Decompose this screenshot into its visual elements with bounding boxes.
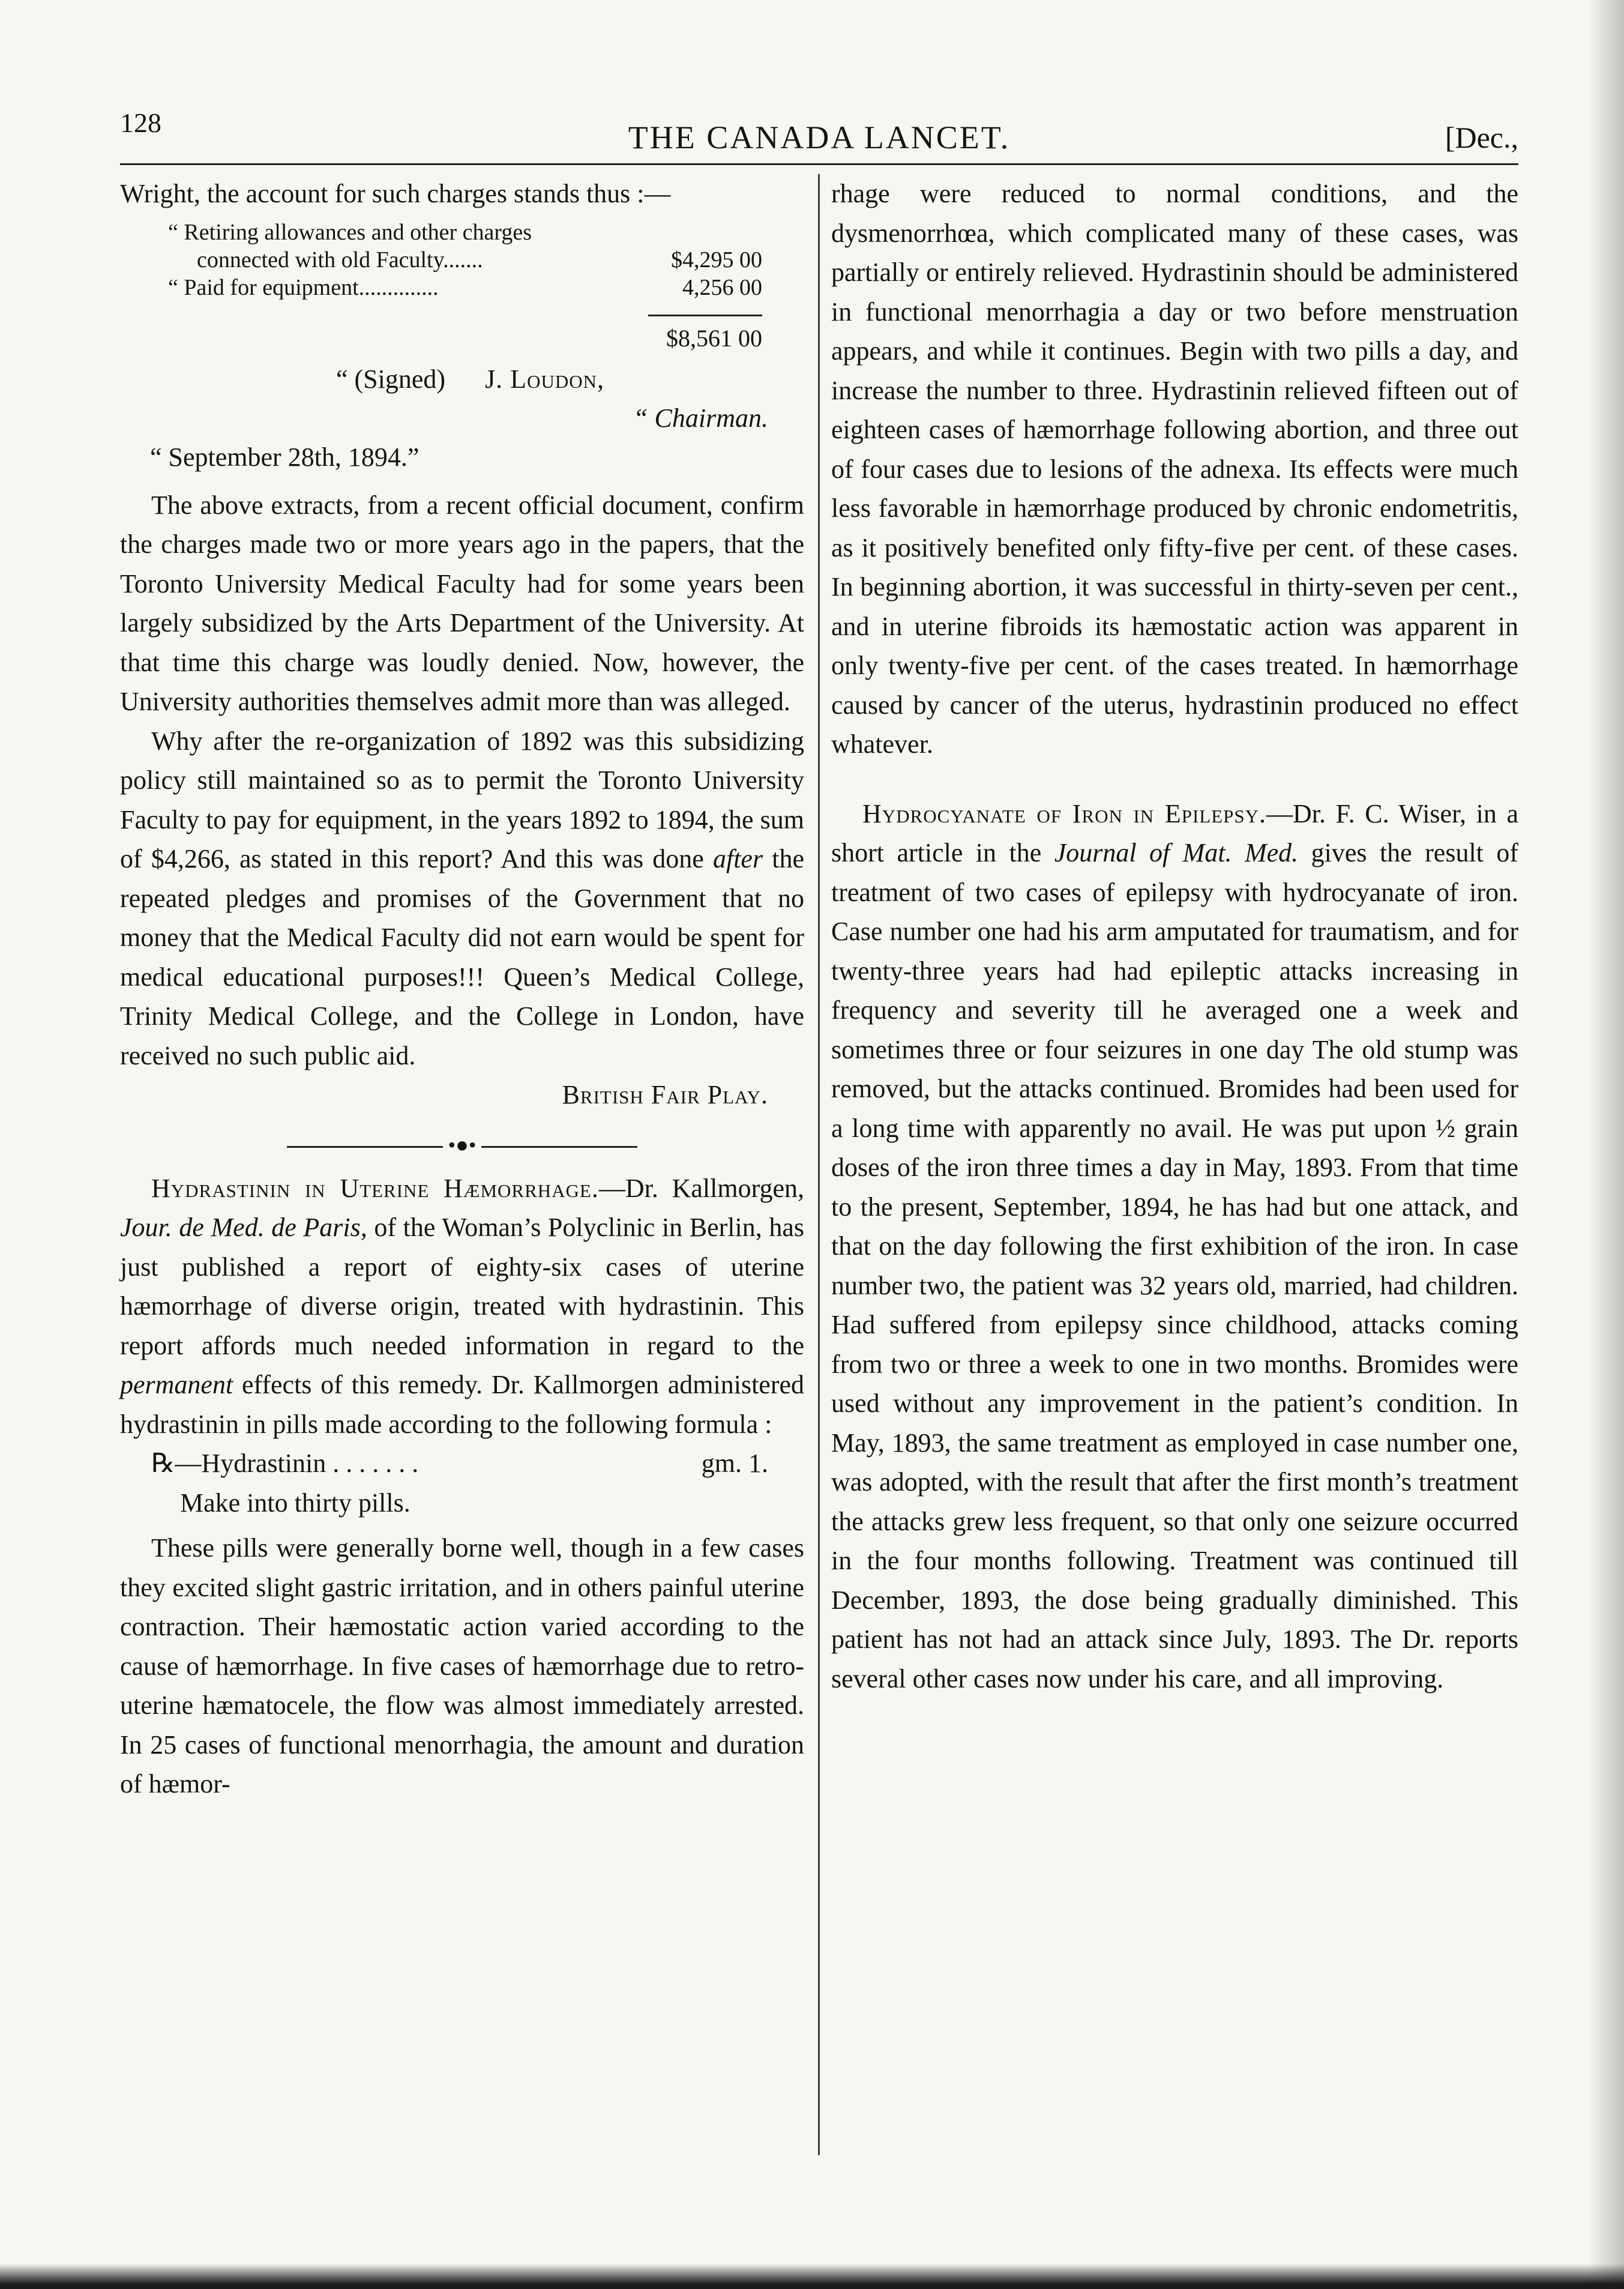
page-number: 128 <box>120 107 161 138</box>
paragraph-text: —Dr. F. C. Wiser, in a short article in the <box>831 798 1518 867</box>
emphasis-text: after <box>712 844 763 873</box>
issue-month: [Dec., <box>1445 121 1518 154</box>
dateline: “ September 28th, 1894.” <box>150 442 420 472</box>
total-rule <box>648 315 762 316</box>
account-line-amount: 4,256 00 <box>682 274 762 300</box>
emphasis-text: permanent <box>120 1370 233 1399</box>
paragraph-text: —Dr. Kallmorgen, <box>598 1173 804 1203</box>
account-line <box>120 274 804 301</box>
signoff: British Fair Play. <box>562 1080 768 1109</box>
section-divider-ornament: •●• <box>120 1133 804 1157</box>
paragraph: These pills were generally borne well, though in a few cases they excited slight gastric irritation, and in others painful uterine contraction. Their hæmostatic action varied according to the cause of hæmorrhage. In five cases of hæmorrhage due to retro-uterine hæmatocele, the flow was almost immediately arrested. In 25 cases of functional menorrhagia, the amount and duration of hæmor- <box>120 1533 804 1799</box>
running-header <box>120 107 1518 161</box>
paragraph-text: the repeated pledges and promises of the Government that no money that the Medical Faculty did not earn would be spent for medical educational purposes!!! Queen’s Medical College, Trinity Medical College, and the College in London, have received no such public aid. <box>120 844 805 1070</box>
signatory-name: J. Loudon, <box>485 364 604 394</box>
account-line-amount: $4,295 00 <box>671 247 762 273</box>
article-paragraph <box>120 1169 804 1444</box>
signed-label: “ (Signed) <box>336 364 446 394</box>
formula-dose: gm. 1. <box>701 1449 768 1478</box>
account-statement <box>120 219 804 352</box>
section-gap <box>831 764 1518 794</box>
account-total: $8,561 00 <box>666 324 762 352</box>
formula-instruction: Make into thirty pills. <box>180 1488 411 1518</box>
account-line-label: connected with old Faculty....... <box>197 247 483 273</box>
right-column <box>831 174 1518 1698</box>
paragraph: The above extracts, from a recent official document, confirm the charges made two or more years ago in the papers, that the Toronto University Medical Faculty had for some years been largely subsidized by the Arts Department of the University. At that time this charge was loudly denied. Now, however, the University authorities themselves admit more than was alleged. <box>120 490 804 716</box>
signatory-title: “ Chairman. <box>633 403 768 433</box>
account-line <box>120 219 804 246</box>
column-divider <box>818 174 820 2155</box>
paragraph: rhage were reduced to normal conditions, and the dysmenorrhœa, which complicated many of these cases, was partially or entirely relieved. Hydrastinin should be administered in functional menorrhagia a day or two before menstruation appears, and while it continues. Begin with two pills a day, and increase the number to three. Hydrastinin relieved fifteen out of eighteen cases of hæmorrhage following abortion, and three out of four cases due to lesions of the adnexa. Its effects were much less favorable in hæmorrhage produced by chronic endometritis, as it positively benefited only fifty-five per cent. of these cases. In beginning abortion, it was successful in thirty-seven per cent., and in uterine fibroids its hæmostatic action was apparent in only twenty-five per cent. of the cases treated. In hæmorrhage caused by cancer of the uterus, hydrastinin produced no effect whatever. <box>831 179 1518 759</box>
scan-bottom-shadow <box>0 2264 1624 2289</box>
signature-line <box>120 360 804 399</box>
account-intro: Wright, the account for such charges stands thus :— <box>120 179 671 208</box>
paragraph-text: gives the result of treatment of two cases of epilepsy with hydrocyanate of iron. Case number one had his arm amputated for traumatism, and for twenty-three years had had epileptic attacks increasing in frequency and severity till he averaged one a week and sometimes three or four seizures in one day The old stump was removed, but the attacks continued. Bromides had been used for a long time with apparently no avail. He was put upon ½ grain doses of the iron three times a day in May, 1893. From that time to the present, September, 1894, he has had but one attack, and that on the day following the first exhibition of the iron. In case number two, the patient was 32 years old, married, had children. Had suffered from epilepsy since childhood, attacks coming from two or three a week to one in two months. Bromides were used without any improvement in the patient’s condition. In May, 1893, the same treatment as employed in case number one, was adopted, with the result that after the first month’s treatment the attacks grew less frequent, so that only one seizure occurred in the four months following. Treatment was continued till December, 1893, the dose being gradually diminished. This patient has not had an attack since July, 1893. The Dr. reports several other cases now under his care, and all improving. <box>831 838 1519 1693</box>
paragraph <box>120 722 804 1076</box>
paragraph-text: effects of this remedy. Dr. Kallmorgen administered hydrastinin in pills made according to the following formula : <box>120 1370 805 1439</box>
header-rule <box>120 163 1518 165</box>
left-column <box>120 174 804 1804</box>
account-line-label: “ Paid for equipment.............. <box>168 274 439 300</box>
citation: Jour. de Med. de Paris, <box>120 1213 367 1242</box>
paragraph-text: of the Woman’s Polyclinic in Berlin, has just published a report of eighty-six cases of uterine hæmorrhage of diverse origin, treated with hydrastinin. This report affords much needed information in regard to the <box>120 1213 804 1360</box>
prescription-formula <box>120 1444 804 1483</box>
paragraph-text: Why after the re-organization of 1892 was this subsidizing policy still maintained so as to permit the Toronto University Faculty to pay for equipment, in the years 1892 to 1894, the sum of $4,266, as stated in this report? And this was done <box>120 726 804 873</box>
formula-line <box>151 1444 804 1483</box>
account-line-label: “ Retiring allowances and other charges <box>168 219 532 245</box>
article-title: Hydrastinin in Uterine Hæmorrhage. <box>151 1173 599 1203</box>
citation: Journal of Mat. Med. <box>1054 838 1299 867</box>
article-paragraph <box>831 794 1518 1699</box>
account-line <box>120 246 804 274</box>
formula-ingredient: ℞—Hydrastinin . . . . . . . <box>151 1449 419 1478</box>
article-title: Hydrocyanate of Iron in Epilepsy. <box>862 798 1267 828</box>
page-edge-shadow <box>1588 0 1624 2289</box>
journal-title: THE CANADA LANCET. <box>628 119 1011 155</box>
